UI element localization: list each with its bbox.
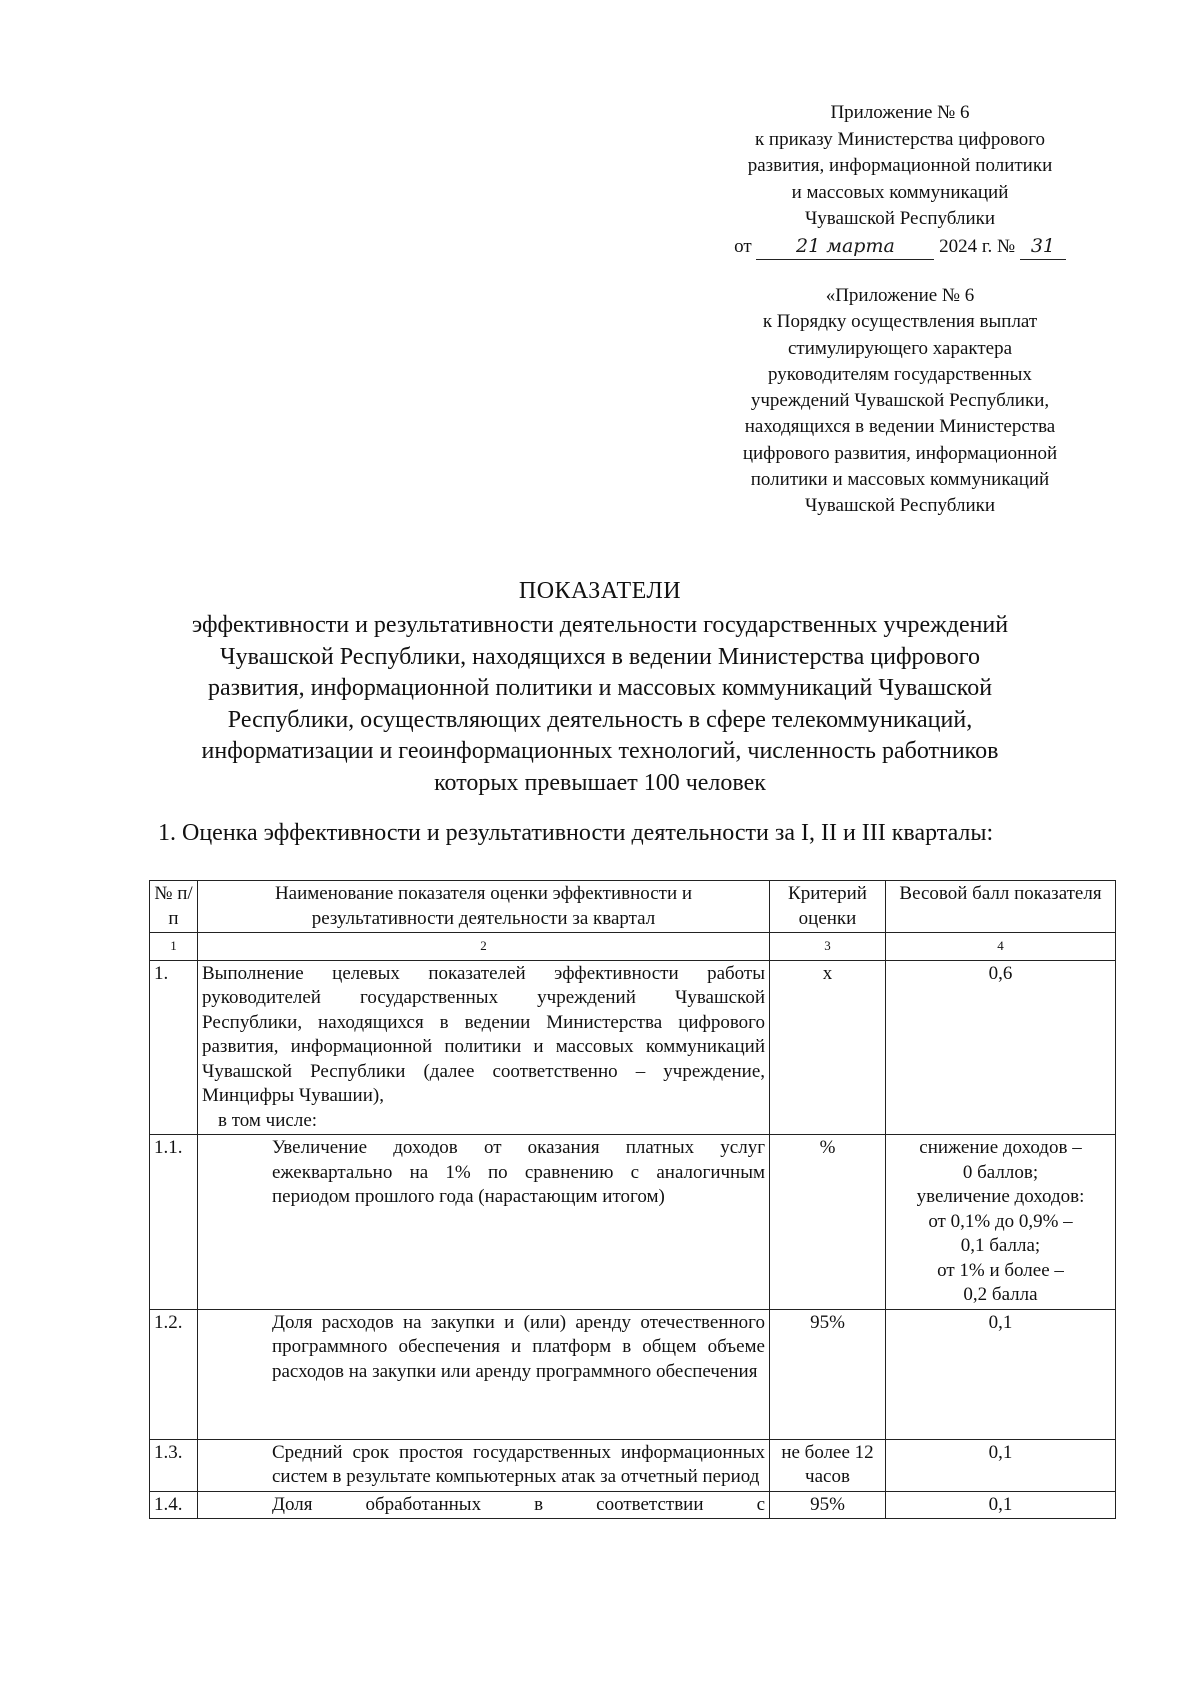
- row-name-suffix: в том числе:: [218, 1109, 318, 1131]
- appendix-line: к приказу Министерства цифрового: [754, 128, 1046, 150]
- date-prefix: от: [734, 235, 752, 257]
- appendix2-line: «Приложение № 6: [825, 285, 975, 306]
- subtitle-line: развития, информационной политики и массовых коммуникаций Чувашской: [207, 675, 993, 701]
- appendix2-line: Чувашской Республики: [804, 495, 996, 517]
- row-num: 1.3.: [150, 1439, 198, 1491]
- row-num: 1.2.: [150, 1309, 198, 1439]
- document-title: ПОКАЗАТЕЛИ: [518, 578, 682, 604]
- indicators-table: [149, 880, 1116, 1519]
- row-name: Доля обработанных в соответствии с: [198, 1491, 770, 1519]
- subtitle-line: которых превышает 100 человек: [434, 769, 766, 796]
- procedure-appendix-header: [700, 283, 1100, 520]
- row-name: Доля расходов на закупки и (или) аренду отечественного программного обеспечения и платформ в общем объеме расходов на закупки или аренду программного обеспечения: [198, 1309, 770, 1439]
- appendix-line: Чувашской Республики: [804, 208, 996, 229]
- appendix2-line: политики и массовых коммуникаций: [750, 469, 1050, 491]
- row-num: 1.: [150, 960, 198, 1135]
- table-row: [150, 1135, 1116, 1310]
- row-criterion: 95%: [770, 1309, 886, 1439]
- subtitle-line: эффективности и результативности деятельности государственных учреждений: [191, 612, 1009, 638]
- appendix-line: Приложение № 6: [830, 102, 970, 123]
- document-subtitle: [150, 610, 1050, 799]
- column-number: 3: [770, 933, 886, 961]
- header-score: Весовой балл показателя: [886, 881, 1116, 933]
- subtitle-line: Республики, осуществляющих деятельность в сфере телекоммуникаций,: [227, 706, 973, 733]
- row-criterion: х: [770, 960, 886, 1135]
- row-num: 1.1.: [150, 1135, 198, 1310]
- header-criterion: Критерий оценки: [770, 881, 886, 933]
- appendix2-line: стимулирующего характера: [787, 337, 1013, 359]
- row-criterion: 95%: [770, 1491, 886, 1519]
- section-heading: 1. Оценка эффективности и результативности деятельности за I, II и III кварталы:: [158, 820, 994, 846]
- subtitle-line: Чувашской Республики, находящихся в ведении Министерства цифрового: [220, 643, 980, 670]
- row-name: [198, 960, 770, 1135]
- row-score: 0,1: [886, 1491, 1116, 1519]
- appendix2-line: находящихся в ведении Министерства: [744, 416, 1056, 438]
- column-number: 2: [198, 933, 770, 961]
- appendix-line: развития, информационной политики: [747, 155, 1053, 176]
- row-num: 1.4.: [150, 1491, 198, 1519]
- row-score: 0,1: [886, 1439, 1116, 1491]
- column-number: 4: [886, 933, 1116, 961]
- table-row: [150, 1491, 1116, 1519]
- appendix2-line: учреждений Чувашской Республики,: [750, 390, 1050, 412]
- subtitle-line: информатизации и геоинформационных технологий, численность работников: [201, 738, 999, 764]
- header-name: Наименование показателя оценки эффективности и результативности деятельности за квартал: [198, 881, 770, 933]
- column-number-row: [150, 933, 1116, 961]
- appendix2-line: руководителям государственных: [768, 363, 1032, 385]
- appendix2-line: цифрового развития, информационной: [742, 442, 1058, 464]
- row-name-text: Выполнение целевых показателей эффективности работы руководителей государственных учреждений Чувашской Республики, находящихся в ведении Министерства цифрового развития, информационной политики и массовых коммуникаций Чувашской Республики (далее соответственно – учреждение, Минцифры Чувашии),: [202, 962, 765, 1106]
- column-number: 1: [150, 933, 198, 961]
- table-header-row: [150, 881, 1116, 933]
- year-text: 2024 г. №: [939, 235, 1016, 257]
- appendix2-line: к Порядку осуществления выплат: [762, 311, 1038, 333]
- row-score: 0,1: [886, 1309, 1116, 1439]
- table-row: [150, 960, 1116, 1135]
- order-date-line: [700, 233, 1100, 261]
- row-score: снижение доходов – 0 баллов; увеличение доходов: от 0,1% до 0,9% – 0,1 балла; от 1% и более – 0,2 балла: [886, 1135, 1116, 1310]
- order-appendix-header: [700, 100, 1100, 260]
- row-name: Средний срок простоя государственных информационных систем в результате компьютерных атак за отчетный период: [198, 1439, 770, 1491]
- row-score: 0,6: [886, 960, 1116, 1135]
- appendix-line: и массовых коммуникаций: [791, 181, 1009, 203]
- row-criterion: %: [770, 1135, 886, 1310]
- row-name: Увеличение доходов от оказания платных услуг ежеквартально на 1% по сравнению с аналогичным периодом прошлого года (нарастающим итогом): [198, 1135, 770, 1310]
- handwritten-order-number: 31: [1020, 233, 1066, 261]
- handwritten-date: 21 марта: [756, 233, 934, 261]
- table-row: [150, 1439, 1116, 1491]
- table-row: [150, 1309, 1116, 1439]
- header-num: № п/п: [150, 881, 198, 933]
- row-criterion: не более 12 часов: [770, 1439, 886, 1491]
